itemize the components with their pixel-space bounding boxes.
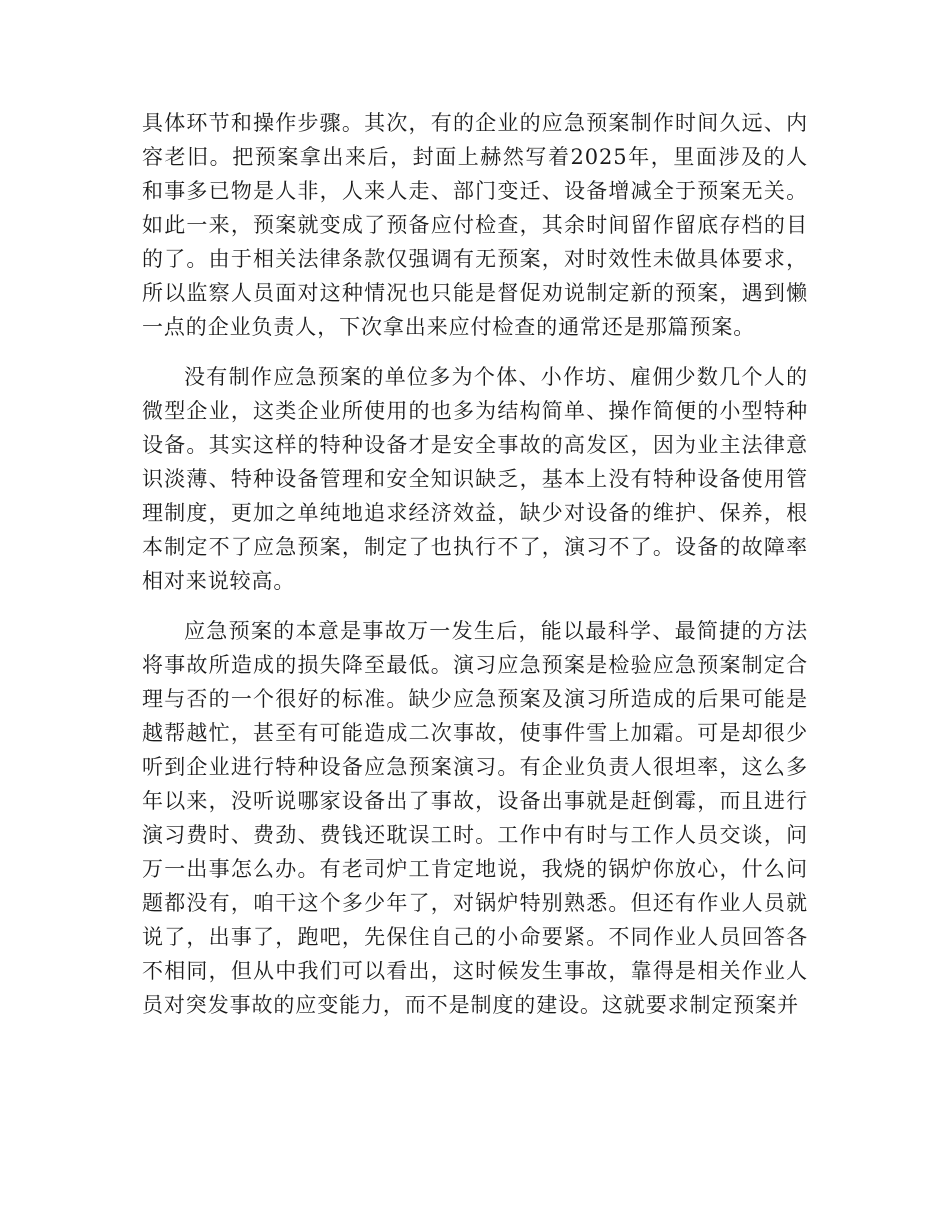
document-body	[142, 106, 808, 1022]
paragraph-continuation: 具体环节和操作步骤。其次，有的企业的应急预案制作时间久远、内容老旧。把预案拿出来后，封面上赫然写着2025年，里面涉及的人和事多已物是人非，人来人走、部门变迁、设备增减全于预案无关。如此一来，预案就变成了预备应付检查，其余时间留作留底存档的目的了。由于相关法律条款仅强调有无预案，对时效性未做具体要求，所以监察人员面对这种情况也只能是督促劝说制定新的预案，遇到懒一点的企业负责人，下次拿出来应付检查的通常还是那篇预案。	[142, 111, 808, 339]
paragraph-plan-purpose: 应急预案的本意是事故万一发生后，能以最科学、最简捷的方法将事故所造成的损失降至最低。演习应急预案是检验应急预案制定合理与否的一个很好的标准。缺少应急预案及演习所造成的后果可能是越帮越忙，甚至有可能造成二次事故，使事件雪上加霜。可是却很少听到企业进行特种设备应急预案演习。有企业负责人很坦率，这么多年以来，没听说哪家设备出了事故，设备出事就是赶倒霉，而且进行演习费时、费劲、费钱还耽误工时。工作中有时与工作人员交谈，问万一出事怎么办。有老司炉工肯定地说，我烧的锅炉你放心，什么问题都没有，咱干这个多少年了，对锅炉特别熟悉。但还有作业人员就说了，出事了，跑吧，先保住自己的小命要紧。不同作业人员回答各不相同，但从中我们可以看出，这时候发生事故，靠得是相关作业人员对突发事故的应变能力，而不是制度的建设。这就要求制定预案并	[142, 619, 808, 1017]
paragraph-no-plan-units: 没有制作应急预案的单位多为个体、小作坊、雇佣少数几个人的微型企业，这类企业所使用的也多为结构简单、操作简便的小型特种设备。其实这样的特种设备才是安全事故的高发区，因为业主法律意识淡薄、特种设备管理和安全知识缺乏，基本上没有特种设备使用管理制度，更加之单纯地追求经济效益，缺少对设备的维护、保养，根本制定不了应急预案，制定了也执行不了，演习不了。设备的故障率相对来说较高。	[142, 365, 808, 593]
